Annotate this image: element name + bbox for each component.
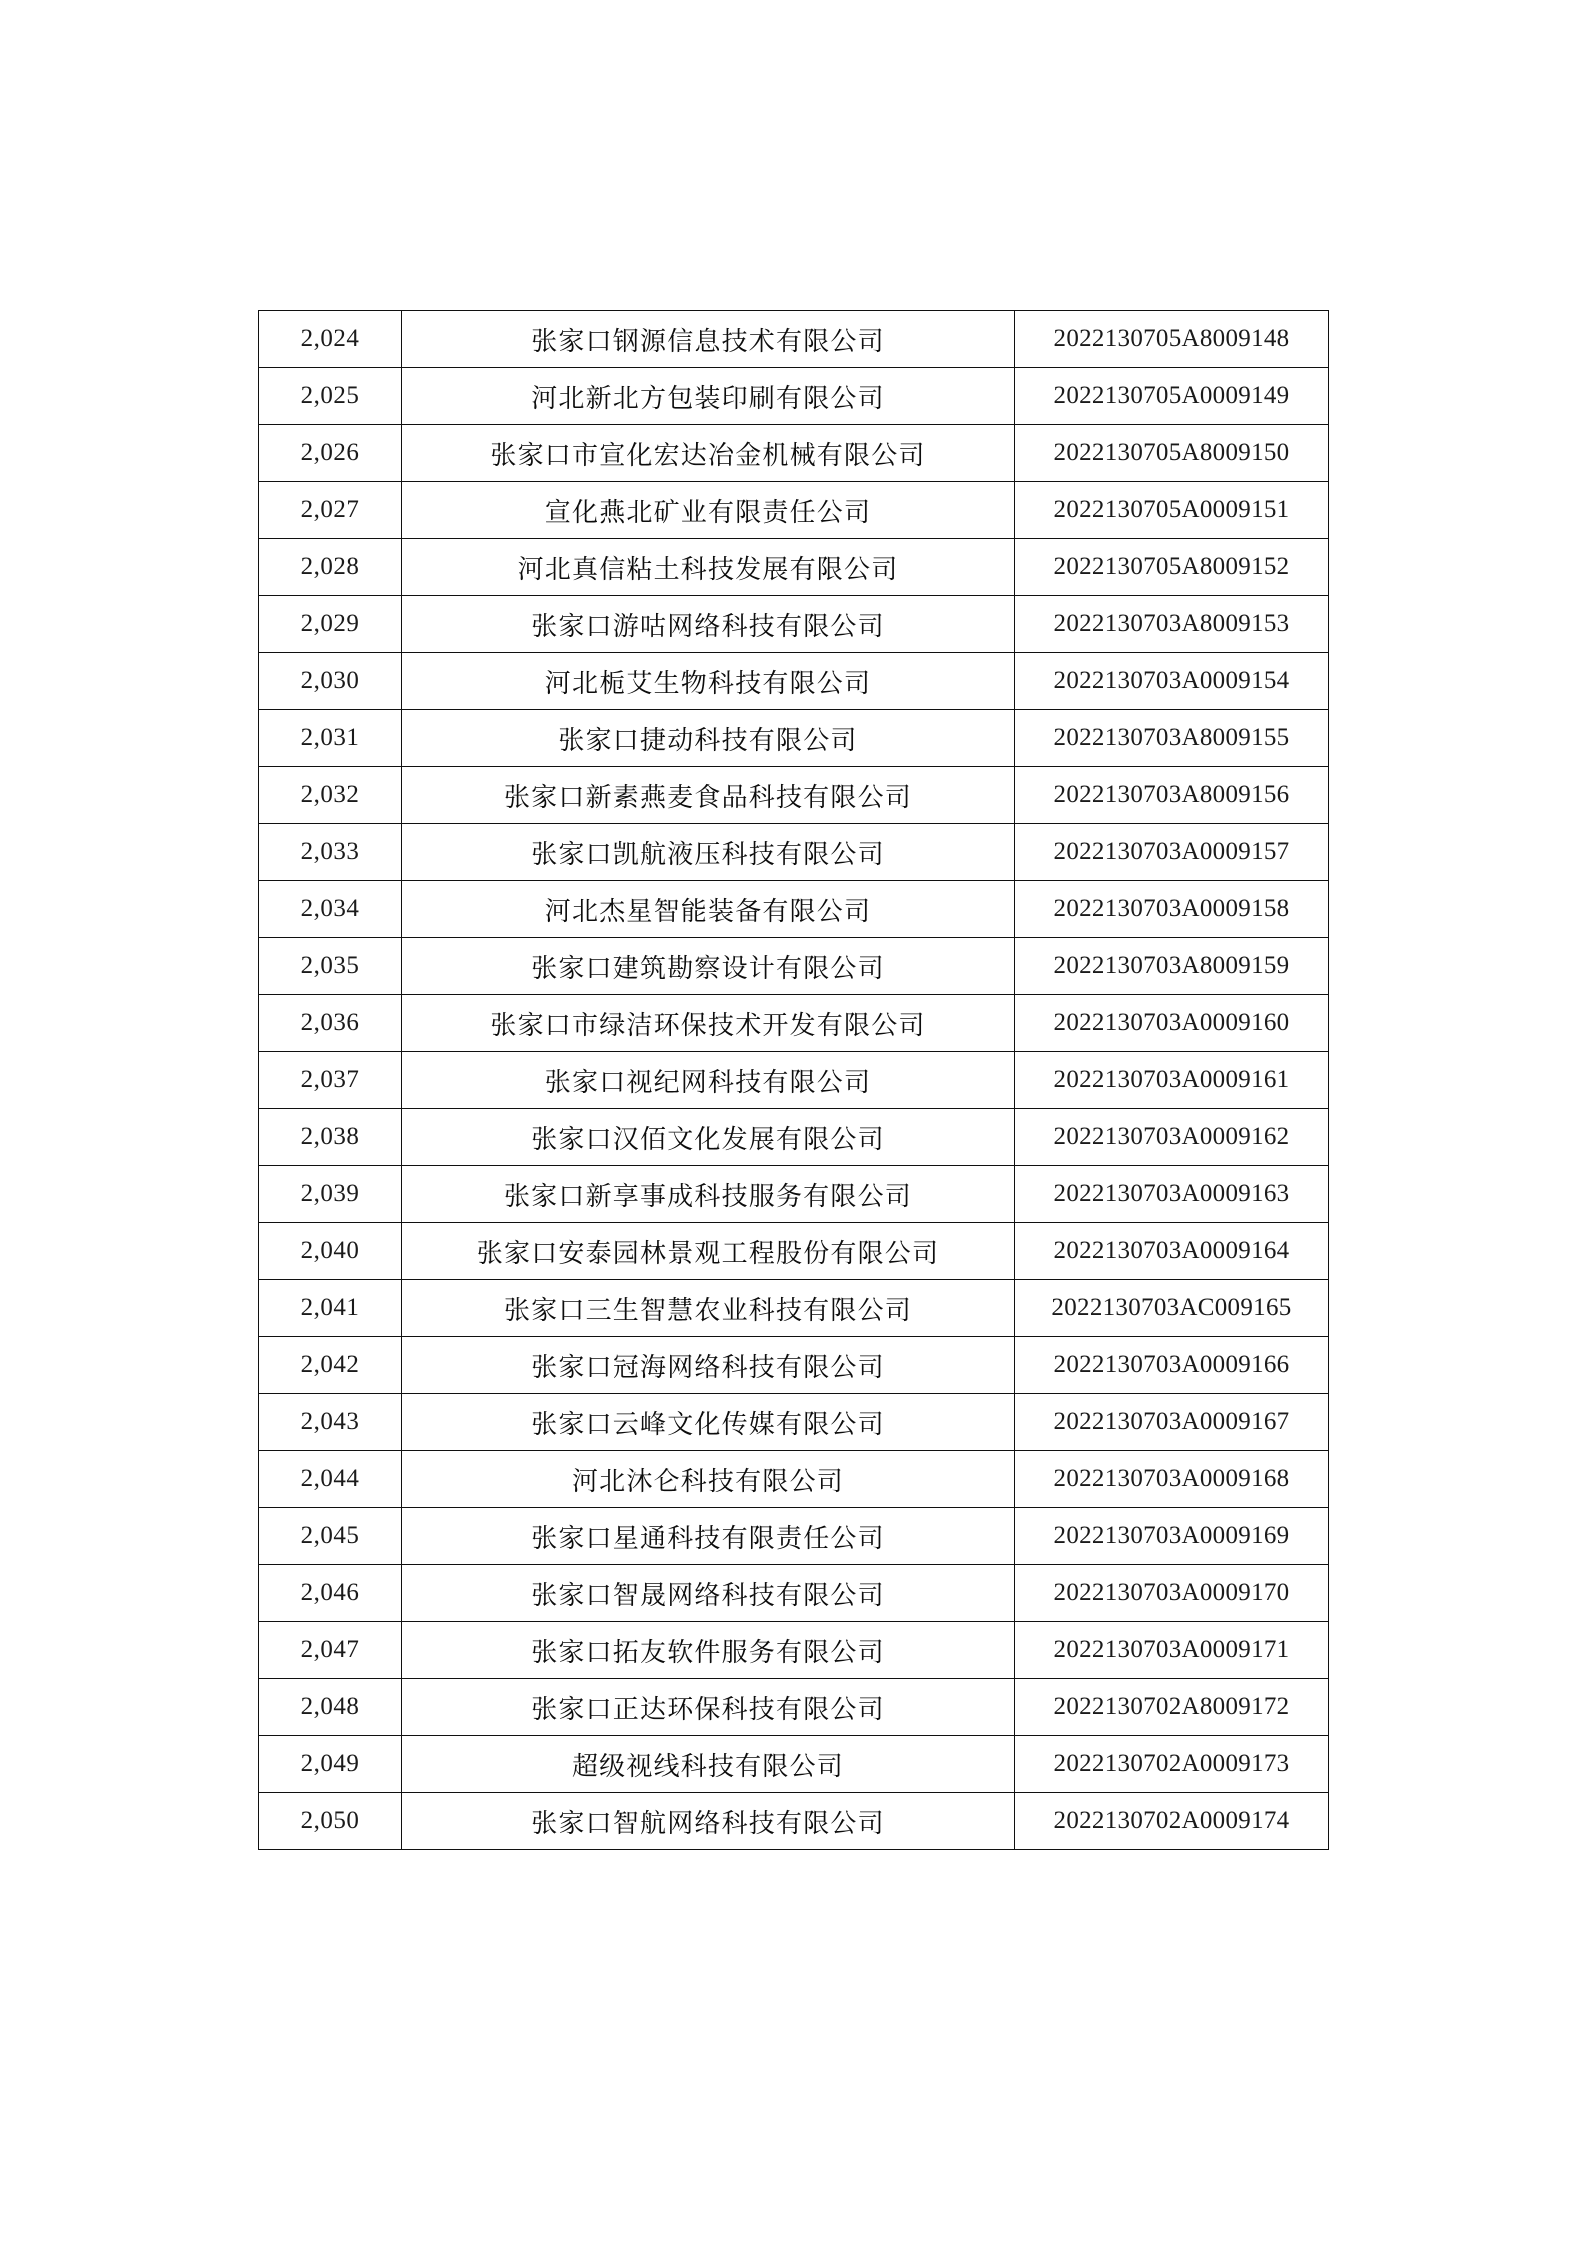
- table-row: [259, 881, 1329, 938]
- table-row: [259, 1109, 1329, 1166]
- table-row: [259, 824, 1329, 881]
- cell-registration-code: 2022130703A0009154: [1015, 653, 1329, 710]
- cell-registration-code: 2022130703A0009158: [1015, 881, 1329, 938]
- cell-sequence-number: 2,046: [259, 1565, 402, 1622]
- cell-sequence-number: 2,050: [259, 1793, 402, 1850]
- cell-sequence-number: 2,036: [259, 995, 402, 1052]
- cell-registration-code: 2022130703A0009164: [1015, 1223, 1329, 1280]
- cell-registration-code: 2022130702A8009172: [1015, 1679, 1329, 1736]
- cell-sequence-number: 2,027: [259, 482, 402, 539]
- cell-registration-code: 2022130703A0009161: [1015, 1052, 1329, 1109]
- cell-registration-code: 2022130705A8009148: [1015, 311, 1329, 368]
- cell-registration-code: 2022130705A8009152: [1015, 539, 1329, 596]
- cell-company-name: 张家口拓友软件服务有限公司: [402, 1622, 1015, 1679]
- cell-sequence-number: 2,042: [259, 1337, 402, 1394]
- cell-company-name: 河北沐仑科技有限公司: [402, 1451, 1015, 1508]
- cell-registration-code: 2022130705A0009151: [1015, 482, 1329, 539]
- cell-registration-code: 2022130703AC009165: [1015, 1280, 1329, 1337]
- cell-company-name: 张家口冠海网络科技有限公司: [402, 1337, 1015, 1394]
- table-row: [259, 482, 1329, 539]
- table-row: [259, 1394, 1329, 1451]
- cell-company-name: 河北新北方包装印刷有限公司: [402, 368, 1015, 425]
- table-row: [259, 1679, 1329, 1736]
- table-row: [259, 938, 1329, 995]
- cell-company-name: 河北真信粘土科技发展有限公司: [402, 539, 1015, 596]
- cell-registration-code: 2022130705A8009150: [1015, 425, 1329, 482]
- registry-table: [258, 310, 1329, 1850]
- cell-sequence-number: 2,033: [259, 824, 402, 881]
- cell-sequence-number: 2,035: [259, 938, 402, 995]
- cell-sequence-number: 2,039: [259, 1166, 402, 1223]
- cell-sequence-number: 2,032: [259, 767, 402, 824]
- cell-company-name: 张家口新享事成科技服务有限公司: [402, 1166, 1015, 1223]
- cell-sequence-number: 2,043: [259, 1394, 402, 1451]
- cell-sequence-number: 2,040: [259, 1223, 402, 1280]
- cell-sequence-number: 2,038: [259, 1109, 402, 1166]
- cell-registration-code: 2022130705A0009149: [1015, 368, 1329, 425]
- cell-company-name: 张家口汉佰文化发展有限公司: [402, 1109, 1015, 1166]
- cell-registration-code: 2022130703A0009160: [1015, 995, 1329, 1052]
- cell-sequence-number: 2,030: [259, 653, 402, 710]
- table-row: [259, 1508, 1329, 1565]
- cell-sequence-number: 2,041: [259, 1280, 402, 1337]
- registry-table-body: [259, 311, 1329, 1850]
- cell-registration-code: 2022130703A8009155: [1015, 710, 1329, 767]
- cell-company-name: 张家口智航网络科技有限公司: [402, 1793, 1015, 1850]
- cell-registration-code: 2022130703A8009153: [1015, 596, 1329, 653]
- cell-company-name: 超级视线科技有限公司: [402, 1736, 1015, 1793]
- cell-registration-code: 2022130703A8009159: [1015, 938, 1329, 995]
- cell-company-name: 张家口视纪网科技有限公司: [402, 1052, 1015, 1109]
- cell-sequence-number: 2,034: [259, 881, 402, 938]
- cell-company-name: 张家口云峰文化传媒有限公司: [402, 1394, 1015, 1451]
- cell-sequence-number: 2,028: [259, 539, 402, 596]
- cell-company-name: 宣化燕北矿业有限责任公司: [402, 482, 1015, 539]
- cell-registration-code: 2022130702A0009174: [1015, 1793, 1329, 1850]
- cell-sequence-number: 2,048: [259, 1679, 402, 1736]
- table-row: [259, 596, 1329, 653]
- cell-sequence-number: 2,029: [259, 596, 402, 653]
- table-row: [259, 995, 1329, 1052]
- cell-registration-code: 2022130703A0009162: [1015, 1109, 1329, 1166]
- table-row: [259, 767, 1329, 824]
- cell-sequence-number: 2,047: [259, 1622, 402, 1679]
- cell-company-name: 张家口智晟网络科技有限公司: [402, 1565, 1015, 1622]
- cell-company-name: 河北杰星智能装备有限公司: [402, 881, 1015, 938]
- table-row: [259, 1223, 1329, 1280]
- cell-registration-code: 2022130703A0009166: [1015, 1337, 1329, 1394]
- table-row: [259, 1451, 1329, 1508]
- cell-company-name: 张家口三生智慧农业科技有限公司: [402, 1280, 1015, 1337]
- table-row: [259, 1166, 1329, 1223]
- table-row: [259, 710, 1329, 767]
- cell-sequence-number: 2,044: [259, 1451, 402, 1508]
- cell-registration-code: 2022130703A0009163: [1015, 1166, 1329, 1223]
- cell-company-name: 张家口星通科技有限责任公司: [402, 1508, 1015, 1565]
- cell-company-name: 张家口捷动科技有限公司: [402, 710, 1015, 767]
- cell-registration-code: 2022130703A0009169: [1015, 1508, 1329, 1565]
- cell-company-name: 张家口安泰园林景观工程股份有限公司: [402, 1223, 1015, 1280]
- cell-company-name: 张家口市绿洁环保技术开发有限公司: [402, 995, 1015, 1052]
- table-row: [259, 368, 1329, 425]
- cell-sequence-number: 2,025: [259, 368, 402, 425]
- cell-company-name: 张家口市宣化宏达冶金机械有限公司: [402, 425, 1015, 482]
- cell-company-name: 张家口凯航液压科技有限公司: [402, 824, 1015, 881]
- cell-company-name: 张家口正达环保科技有限公司: [402, 1679, 1015, 1736]
- cell-registration-code: 2022130702A0009173: [1015, 1736, 1329, 1793]
- cell-registration-code: 2022130703A0009170: [1015, 1565, 1329, 1622]
- table-row: [259, 1565, 1329, 1622]
- table-row: [259, 1052, 1329, 1109]
- registry-table-container: [258, 310, 1328, 1850]
- cell-sequence-number: 2,024: [259, 311, 402, 368]
- cell-company-name: 河北栀艾生物科技有限公司: [402, 653, 1015, 710]
- cell-registration-code: 2022130703A0009168: [1015, 1451, 1329, 1508]
- cell-sequence-number: 2,031: [259, 710, 402, 767]
- cell-company-name: 张家口钢源信息技术有限公司: [402, 311, 1015, 368]
- cell-registration-code: 2022130703A0009157: [1015, 824, 1329, 881]
- table-row: [259, 1337, 1329, 1394]
- cell-registration-code: 2022130703A8009156: [1015, 767, 1329, 824]
- table-row: [259, 425, 1329, 482]
- cell-registration-code: 2022130703A0009171: [1015, 1622, 1329, 1679]
- cell-sequence-number: 2,045: [259, 1508, 402, 1565]
- table-row: [259, 311, 1329, 368]
- table-row: [259, 1793, 1329, 1850]
- cell-sequence-number: 2,049: [259, 1736, 402, 1793]
- cell-registration-code: 2022130703A0009167: [1015, 1394, 1329, 1451]
- cell-sequence-number: 2,037: [259, 1052, 402, 1109]
- table-row: [259, 1280, 1329, 1337]
- cell-company-name: 张家口游咕网络科技有限公司: [402, 596, 1015, 653]
- table-row: [259, 539, 1329, 596]
- table-row: [259, 653, 1329, 710]
- table-row: [259, 1622, 1329, 1679]
- cell-company-name: 张家口新素燕麦食品科技有限公司: [402, 767, 1015, 824]
- cell-company-name: 张家口建筑勘察设计有限公司: [402, 938, 1015, 995]
- cell-sequence-number: 2,026: [259, 425, 402, 482]
- table-row: [259, 1736, 1329, 1793]
